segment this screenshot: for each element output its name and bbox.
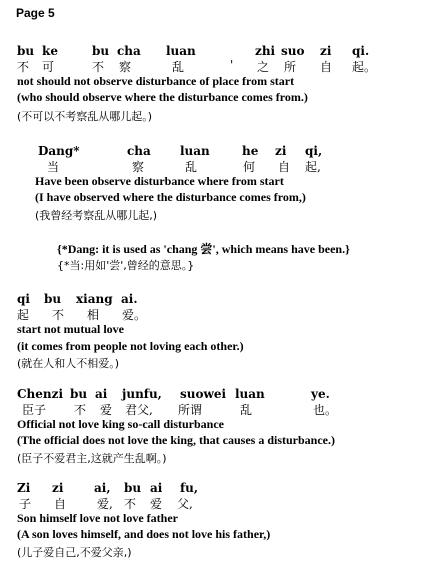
pinyin-token: cha bbox=[127, 144, 151, 158]
modern-chinese-line: (我曾经考察乱从哪儿起,) bbox=[35, 209, 158, 222]
hanzi-token: 察 bbox=[119, 60, 132, 74]
pinyin-token: ke bbox=[42, 44, 58, 58]
hanzi-token: 当 bbox=[47, 160, 60, 174]
modern-chinese-line: (儿子爱自己,不爱父亲,) bbox=[17, 546, 132, 559]
pinyin-token: suo bbox=[281, 44, 305, 58]
hanzi-token: 可 bbox=[42, 60, 55, 74]
pinyin-token: qi. bbox=[352, 44, 370, 58]
english-line: Have been observe disturbance where from start bbox=[35, 174, 284, 188]
pinyin-token: bu bbox=[70, 387, 88, 401]
hanzi-token: 父, bbox=[177, 497, 193, 511]
modern-chinese-line: (臣子不爱君主,这就产生乱啊。) bbox=[17, 452, 167, 465]
hanzi-token: 君父, bbox=[125, 403, 153, 417]
hanzi-token: 所 bbox=[284, 60, 297, 74]
pinyin-token: xiang bbox=[76, 292, 113, 306]
pinyin-token: zi bbox=[52, 481, 64, 495]
hanzi-token: 何 bbox=[243, 160, 256, 174]
hanzi-token: 之 bbox=[257, 60, 270, 74]
gloss-line: (A son loves himself, and does not love his father,) bbox=[17, 527, 271, 541]
hanzi-token: 不 bbox=[124, 497, 137, 511]
hanzi-token: 相 bbox=[87, 308, 100, 322]
sentence-1 bbox=[0, 44, 425, 123]
pinyin-token: Chenzi bbox=[17, 387, 64, 401]
hanzi-token: 不 bbox=[17, 60, 30, 74]
pinyin-token: luan bbox=[235, 387, 265, 401]
pinyin-token: ai bbox=[95, 387, 108, 401]
gloss-line: (I have observed where the disturbance comes from,) bbox=[35, 190, 306, 204]
note-english: {*Dang: it is used as 'chang 尝', which means have been.} bbox=[57, 242, 350, 256]
pinyin-token: cha bbox=[117, 44, 141, 58]
english-line: not should not observe disturbance of place from start bbox=[17, 74, 295, 88]
pinyin-row bbox=[0, 387, 425, 401]
pinyin-token: bu bbox=[17, 44, 35, 58]
modern-chinese-line: (不可以不考察乱从哪儿起。) bbox=[17, 110, 153, 123]
hanzi-token: 爱 bbox=[150, 497, 163, 511]
pinyin-row bbox=[0, 44, 425, 58]
hanzi-token: 子 bbox=[19, 497, 32, 511]
pinyin-token: bu bbox=[92, 44, 110, 58]
pinyin-token: Zi bbox=[17, 481, 31, 495]
pinyin-token: zhi bbox=[255, 44, 276, 58]
pinyin-token: ai. bbox=[121, 292, 138, 306]
hanzi-token: 起。 bbox=[352, 60, 377, 74]
hanzi-token: 爱。 bbox=[122, 308, 147, 322]
pinyin-row bbox=[0, 144, 425, 158]
english-line: start not mutual love bbox=[17, 322, 124, 336]
pinyin-token: zi bbox=[275, 144, 287, 158]
hanzi-token: 起, bbox=[305, 160, 321, 174]
hanzi-row bbox=[0, 58, 425, 72]
pinyin-token: junfu, bbox=[122, 387, 162, 401]
sentence-3 bbox=[0, 292, 425, 370]
pinyin-token: Dang* bbox=[38, 144, 80, 158]
pinyin-token: luan bbox=[166, 44, 196, 58]
hanzi-token: 所谓 bbox=[178, 403, 203, 417]
pinyin-token: fu, bbox=[180, 481, 199, 495]
hanzi-token: 自 bbox=[54, 497, 67, 511]
hanzi-token: 乱 bbox=[240, 403, 253, 417]
hanzi-token: 察 bbox=[132, 160, 145, 174]
sentence-4 bbox=[0, 387, 425, 465]
pinyin-token: qi, bbox=[305, 144, 323, 158]
pinyin-token: ai, bbox=[94, 481, 111, 495]
gloss-line: (who should observe where the disturbance comes from.) bbox=[17, 90, 308, 104]
modern-chinese-line: (就在人和人不相爱。) bbox=[17, 357, 120, 370]
pinyin-token: suowei bbox=[180, 387, 227, 401]
pinyin-token: ye. bbox=[311, 387, 330, 401]
hanzi-token: 不 bbox=[92, 60, 105, 74]
pinyin-token: zi bbox=[320, 44, 332, 58]
gloss-line: (it comes from people not loving each other.) bbox=[17, 339, 244, 353]
page-label: Page 5 bbox=[16, 6, 55, 20]
hanzi-token: 臣子 bbox=[22, 403, 47, 417]
hanzi-token: 爱 bbox=[100, 403, 113, 417]
hanzi-token: 也。 bbox=[313, 403, 338, 417]
hanzi-row bbox=[0, 401, 425, 415]
pinyin-row bbox=[0, 292, 425, 306]
pinyin-token: he bbox=[242, 144, 259, 158]
hanzi-row bbox=[0, 306, 425, 320]
hanzi-token: 不 bbox=[74, 403, 87, 417]
hanzi-row bbox=[0, 158, 425, 172]
pinyin-token: luan bbox=[180, 144, 210, 158]
hanzi-token: 爱, bbox=[97, 497, 113, 511]
gloss-line: (The official does not love the king, that causes a disturbance.) bbox=[17, 433, 335, 447]
hanzi-token: 自 bbox=[320, 60, 333, 74]
english-line: Official not love king so-call disturbance bbox=[17, 417, 224, 431]
pinyin-token: qi bbox=[17, 292, 30, 306]
note-chinese: {*当:用如'尝',曾经的意思。} bbox=[57, 259, 195, 272]
pinyin-token: bu bbox=[124, 481, 142, 495]
hanzi-token: 乱 bbox=[172, 60, 185, 74]
sentence-5 bbox=[0, 481, 425, 559]
pinyin-token: ai bbox=[150, 481, 163, 495]
hanzi-token: 起 bbox=[17, 308, 30, 322]
hanzi-row bbox=[0, 495, 425, 509]
hanzi-token: 乱 bbox=[185, 160, 198, 174]
hanzi-token: 自 bbox=[278, 160, 291, 174]
pinyin-row bbox=[0, 481, 425, 495]
pinyin-token: bu bbox=[44, 292, 62, 306]
english-line: Son himself love not love father bbox=[17, 511, 178, 525]
hanzi-token: 不 bbox=[52, 308, 65, 322]
sentence-2 bbox=[0, 144, 425, 222]
hanzi-token: ' bbox=[230, 58, 234, 72]
